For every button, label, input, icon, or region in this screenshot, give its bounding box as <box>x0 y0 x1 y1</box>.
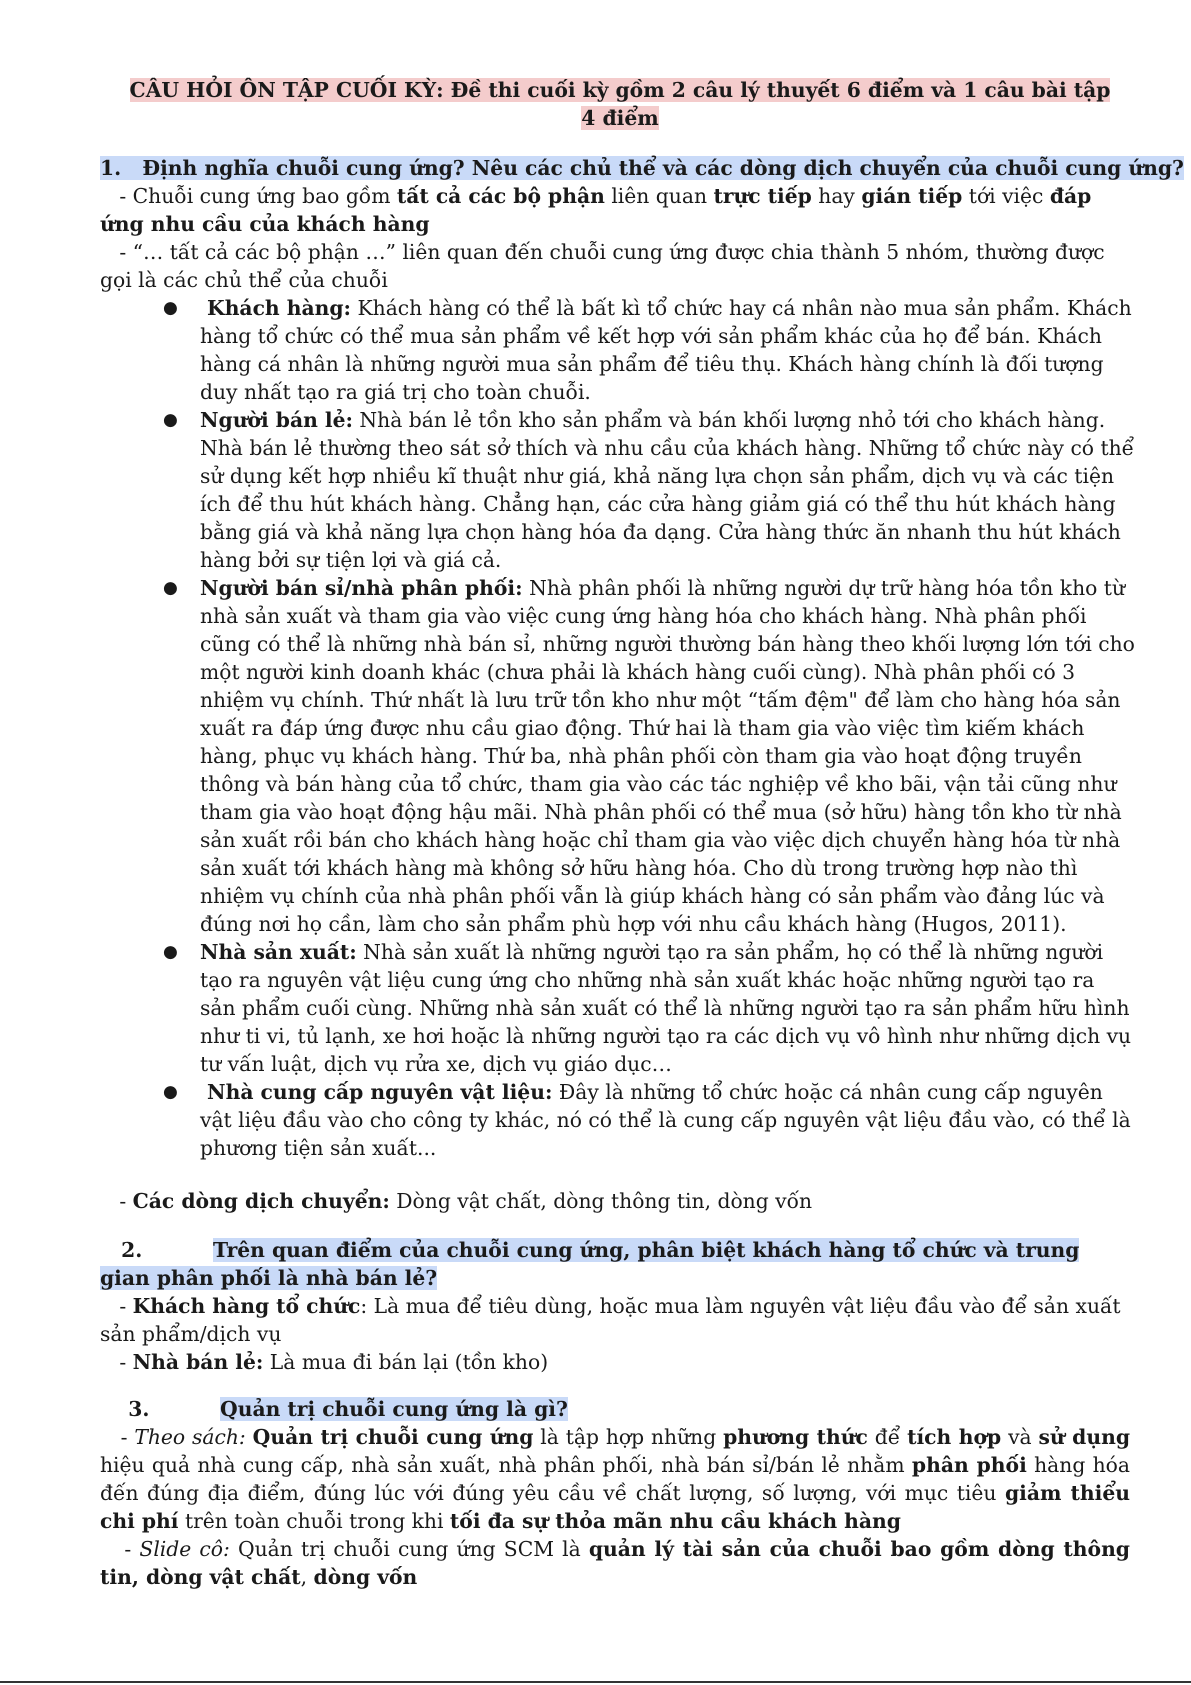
q2-heading-text: Trên quan điểm của chuỗi cung ứng, phân biệt khách hàng tổ chức và trung gian phân phối là nhà bán lẻ? <box>100 1238 1080 1290</box>
bullet-label: Người bán sỉ/nhà phân phối: <box>200 576 523 600</box>
q1-bullet-list <box>200 294 1135 1162</box>
bullet-label: Người bán lẻ: <box>200 408 353 432</box>
bullet-text: Đây là những tổ chức hoặc cá nhân cung cấp nguyên vật liệu đầu vào cho công ty khác, nó có thể là cung cấp nguyên vật liệu đầu vào, có thể là phương tiện sản xuất... <box>200 1080 1131 1160</box>
q1-def-text-3: hay <box>811 184 862 208</box>
q3-book-bold-4: sử dụng <box>1038 1425 1131 1449</box>
q3-book-bold-5: phân phối <box>911 1453 1027 1477</box>
q1-definition <box>100 182 1130 238</box>
q2-line2-prefix: - <box>100 1350 133 1374</box>
q3-slide-bold-2: dòng vốn <box>313 1565 418 1589</box>
list-item <box>200 406 1135 574</box>
q3-heading-number: 3. <box>100 1397 221 1421</box>
q2-line2-label: Nhà bán lẻ: <box>132 1350 264 1374</box>
q1-def-text-4: tới việc <box>962 184 1050 208</box>
q1-flows-text: Dòng vật chất, dòng thông tin, dòng vốn <box>389 1189 813 1213</box>
q3-book-text-6: trên toàn chuỗi trong khi <box>178 1509 450 1533</box>
q1-flows <box>100 1187 1130 1215</box>
q3-book-text-2: để <box>867 1425 908 1449</box>
q3-book-bold-2: phương thức <box>723 1425 868 1449</box>
bullet-text: Nhà phân phối là những người dự trữ hàng hóa tồn kho từ nhà sản xuất và tham gia vào việc cung ứng hàng hóa cho khách hàng. Nhà phân phối cũng có thể là những nhà bán sỉ, những người thường bán hàng theo khối lượng lớn tới cho một người kinh doanh khác (chưa phải là khách hàng cuối cùng). Nhà phân phối có 3 nhiệm vụ chính. Thứ nhất là lưu trữ tồn kho như một “tấm đệm" để làm cho hàng hóa sản xuất ra đáp ứng được nhu cầu giao động. Thứ hai là tham gia vào việc tìm kiếm khách hàng, phục vụ khách hàng. Thứ ba, nhà phân phối còn tham gia vào hoạt động truyền thông và bán hàng của tổ chức, tham gia vào các tác nghiệp về kho bãi, vận tải cũng như tham gia vào hoạt động hậu mãi. Nhà phân phối có thể mua (sở hữu) hàng tồn kho từ nhà sản xuất rồi bán cho khách hàng hoặc chỉ tham gia vào việc dịch chuyển hàng hóa từ nhà sản xuất tới khách hàng mà không sở hữu hàng hóa. Cho dù trong trường hợp nào thì nhiệm vụ chính của nhà phân phối vẫn là giúp khách hàng có sản phẩm vào đảng lúc và đúng nơi họ cần, làm cho sản phẩm phù hợp với nhu cầu khách hàng (Hugos, 2011). <box>200 576 1135 936</box>
list-item <box>200 574 1135 938</box>
title-text: CÂU HỎI ÔN TẬP CUỐI KỲ: Đề thi cuối kỳ gồm 2 câu lý thuyết 6 điểm và 1 câu bài tập 4 điểm <box>129 78 1111 130</box>
list-item <box>200 1078 1135 1162</box>
q3-slide-text-1: Quản trị chuỗi cung ứng SCM là <box>229 1537 589 1561</box>
bullet-text: Nhà sản xuất là những người tạo ra sản phẩm, họ có thể là những người tạo ra nguyên vật liệu cung ứng cho những nhà sản xuất khác hoặc những người tạo ra sản phẩm cuối cùng. Những nhà sản xuất có thể là những người tạo ra sản phẩm hữu hình như ti vi, tủ lạnh, xe hơi hoặc là những người tạo ra các dịch vụ vô hình như những dịch vụ tư vấn luật, dịch vụ rửa xe, dịch vụ giáo dục… <box>200 940 1132 1076</box>
q1-def-bold-2: trực tiếp <box>713 184 812 208</box>
q3-slide-bold-1: quản lý tài sản của chuỗi bao gồm dòng thông tin, dòng vật chất <box>100 1537 1130 1589</box>
q1-def-prefix: - Chuỗi cung ứng bao gồm <box>100 184 397 208</box>
q3-book-bold-3: tích hợp <box>907 1425 1002 1449</box>
q2-line1-prefix: - <box>100 1294 133 1318</box>
q3-slide-prefix: - <box>100 1537 140 1561</box>
q1-heading <box>100 154 1184 182</box>
q1-def-text-2: liên quan <box>604 184 714 208</box>
q2-line1-text: : Là mua để tiêu dùng, hoặc mua làm nguyên vật liệu đầu vào để sản xuất sản phẩm/dịch vụ <box>100 1294 1121 1346</box>
q3-slide-label: Slide cô: <box>139 1537 230 1561</box>
bullet-text: Nhà bán lẻ tồn kho sản phẩm và bán khối lượng nhỏ tới cho khách hàng. Nhà bán lẻ thường theo sát sở thích và nhu cầu của khách hàng. Những tổ chức này có thể sử dụng kết hợp nhiều kĩ thuật như giá, khả năng lựa chọn sản phẩm, dịch vụ và các tiện ích để thu hút khách hàng. Chẳng hạn, các cửa hàng giảm giá có thể thu hút khách hàng bằng giá và khả năng lựa chọn hàng hóa đa dạng. Cửa hàng thức ăn nhanh thu hút khách hàng bởi sự tiện lợi và giá cả. <box>200 408 1135 572</box>
bullet-label: Khách hàng: <box>200 296 352 320</box>
q3-heading-text: Quản trị chuỗi cung ứng là gì? <box>220 1397 568 1421</box>
page-bottom-rule <box>0 1681 1191 1683</box>
q1-def-bold-4: đáp ứng nhu cầu của khách hàng <box>100 184 1092 236</box>
q1-flows-prefix: - <box>100 1189 133 1213</box>
q3-book-text-1: là tập hợp những <box>533 1425 724 1449</box>
bullet-label: Nhà cung cấp nguyên vật liệu: <box>200 1080 553 1104</box>
q3-book-text-0 <box>246 1425 253 1449</box>
q2-heading <box>100 1236 1130 1292</box>
q3-heading <box>100 1395 1130 1423</box>
q3-slide-definition <box>100 1535 1130 1591</box>
q3-slide-text-2: , <box>300 1565 314 1589</box>
q3-book-prefix: - <box>100 1425 135 1449</box>
q1-heading-text: 1. Định nghĩa chuỗi cung ứng? Nêu các chủ thể và các dòng dịch chuyển của chuỗi cung ứng? <box>100 156 1184 180</box>
list-item <box>200 938 1135 1078</box>
q2-heading-number: 2. <box>100 1238 213 1262</box>
q2-retailer <box>100 1348 1130 1376</box>
page-title <box>120 76 1120 132</box>
bullet-text: Khách hàng có thể là bất kì tổ chức hay cá nhân nào mua sản phẩm. Khách hàng tổ chức có thể mua sản phẩm về kết hợp với sản phẩm khác của họ để bán. Khách hàng cá nhân là những người mua sản phẩm để tiêu thụ. Khách hàng chính là đối tượng duy nhất tạo ra giá trị cho toàn chuỗi. <box>200 296 1132 404</box>
q3-book-bold-6: giảm thiểu chi phí <box>100 1481 1130 1533</box>
q2-line2-text: Là mua đi bán lại (tồn kho) <box>263 1350 549 1374</box>
q1-def-bold-3: gián tiếp <box>861 184 963 208</box>
q3-book-text-3: và <box>1001 1425 1039 1449</box>
q1-groups <box>100 238 1130 294</box>
q1-groups-text: - “… tất cả các bộ phận …” liên quan đến chuỗi cung ứng được chia thành 5 nhóm, thường được gọi là các chủ thể của chuỗi <box>100 240 1112 292</box>
q3-book-definition <box>100 1423 1130 1535</box>
q3-book-bold-1: Quản trị chuỗi cung ứng <box>252 1425 534 1449</box>
q1-flows-label: Các dòng dịch chuyển: <box>132 1189 390 1213</box>
q3-book-bold-7: tối đa sự thỏa mãn nhu cầu khách hàng <box>449 1509 901 1533</box>
q3-book-text-4: hiệu quả nhà cung cấp, nhà sản xuất, nhà phân phối, nhà bán sỉ/bán lẻ nhằm <box>100 1453 912 1477</box>
q1-def-bold-1: tất cả các bộ phận <box>396 184 605 208</box>
bullet-label: Nhà sản xuất: <box>200 940 357 964</box>
q2-line1-label: Khách hàng tổ chức <box>132 1294 361 1318</box>
q3-book-label: Theo sách: <box>134 1425 246 1449</box>
q3-book-text-5: hàng hóa đến đúng địa điểm, đúng lúc với đúng yêu cầu về chất lượng, số lượng, với mục tiêu <box>100 1453 1130 1505</box>
q2-organization <box>100 1292 1130 1348</box>
list-item <box>200 294 1135 406</box>
